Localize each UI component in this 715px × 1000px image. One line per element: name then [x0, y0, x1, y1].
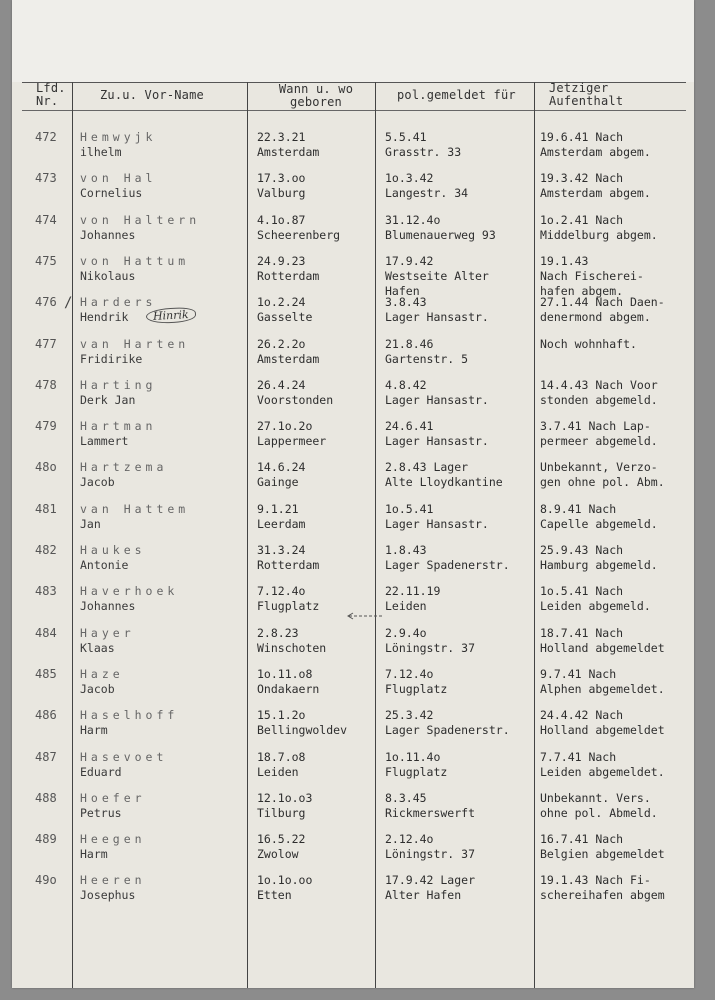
given-name: Lammert	[80, 434, 129, 449]
residence-line2: Amsterdam abgem.	[540, 186, 651, 201]
birth-place: Ondakaern	[257, 681, 320, 696]
residence-line1: 19.1.43 Nach Fi-	[540, 873, 651, 888]
register-page	[12, 0, 694, 988]
birth-place: Amsterdam	[257, 145, 320, 159]
surname: von Haltern	[80, 212, 201, 227]
entry-number: 481	[35, 501, 57, 516]
residence-line2: stonden abgemeld.	[540, 392, 658, 407]
entry-number: 488	[35, 790, 57, 805]
residence-line2: Middelburg abgem.	[540, 227, 658, 242]
residence-line1: 16.7.41 Nach	[540, 832, 624, 847]
birth-date: 15.1.2o	[257, 708, 306, 723]
entry-number: 487	[35, 749, 57, 764]
registered-line2: Lager Hansastr.	[385, 392, 489, 407]
table-row	[12, 750, 694, 791]
surname: Haukes	[80, 543, 146, 557]
registered-line2: Leiden	[385, 599, 427, 614]
surname: Heeren	[80, 873, 146, 888]
registered-line2: Lager Spadenerstr.	[385, 723, 510, 738]
entry-number: 485	[35, 666, 57, 681]
registered-line1: 1.8.43	[385, 543, 427, 557]
header-born	[268, 83, 364, 109]
birth-date: 7.12.4o	[257, 584, 306, 599]
header-born-line2: geboren	[290, 95, 342, 109]
registered-line1: 8.3.45	[385, 790, 427, 805]
given-name: Johannes	[80, 227, 136, 242]
birth-date: 24.9.23	[257, 253, 306, 268]
entry-number: 48o	[35, 460, 57, 475]
entry-number: 49o	[35, 873, 57, 888]
birth-place: Rotterdam	[257, 558, 320, 572]
entry-number: 479	[35, 419, 57, 434]
given-name: Klaas	[80, 640, 115, 655]
registered-line1: 7.12.4o	[385, 666, 434, 681]
header-registered: pol.gemeldet für	[397, 88, 516, 102]
residence-line1: Noch wohnhaft.	[540, 336, 637, 351]
birth-date: 14.6.24	[257, 460, 306, 475]
entry-number: 489	[35, 832, 57, 847]
residence-line1: 27.1.44 Nach Daen-	[540, 295, 665, 310]
table-row	[12, 873, 694, 914]
left-arrow-icon	[345, 612, 385, 620]
residence-line1: 24.4.42 Nach	[540, 708, 624, 723]
header-name: Zu.u. Vor-Name	[100, 88, 204, 102]
registered-line2: Löningstr. 37	[385, 847, 476, 862]
residence-line1: 19.1.43	[540, 253, 589, 268]
registered-line2: Grasstr. 33	[385, 145, 462, 159]
birth-date: 17.3.oo	[257, 171, 306, 186]
registered-line1: 25.3.42	[385, 708, 434, 723]
given-name: Hendrik	[80, 310, 129, 325]
registered-line1: 5.5.41	[385, 130, 427, 144]
registered-line2: Langestr. 34	[385, 186, 469, 201]
surname: Haze	[80, 666, 124, 681]
entry-number: 484	[35, 625, 57, 640]
residence-line1: 9.7.41 Nach	[540, 666, 617, 681]
entry-number: 477	[35, 336, 57, 351]
header-residence	[549, 82, 623, 108]
birth-date: 22.3.21	[257, 130, 306, 144]
residence-line2: Alphen abgemeldet.	[540, 681, 665, 696]
registered-line1: 17.9.42 Lager	[385, 873, 476, 888]
registered-line2: Alter Hafen	[385, 888, 462, 903]
registered-line1: 24.6.41	[385, 419, 434, 434]
given-name: Eduard	[80, 764, 122, 779]
registered-line1: 3.8.43	[385, 295, 427, 310]
birth-place: Etten	[257, 888, 292, 903]
birth-date: 16.5.22	[257, 832, 306, 847]
surname: von Hal	[80, 171, 157, 186]
table-row	[12, 253, 694, 298]
residence-line2: Capelle abgemeld.	[540, 516, 658, 531]
given-name: Harm	[80, 723, 108, 738]
residence-line3: hafen abgem.	[540, 283, 624, 298]
surname: Haverhoek	[80, 584, 179, 599]
surname: Haselhoff	[80, 708, 179, 723]
registered-line1: 2.12.4o	[385, 832, 434, 847]
given-name: Nikolaus	[80, 268, 136, 283]
residence-line2: Amsterdam abgem.	[540, 145, 651, 159]
registered-line1: 17.9.42	[385, 253, 434, 268]
residence-line1: 7.7.41 Nach	[540, 749, 617, 764]
surname: Hemwyjk	[80, 130, 157, 144]
residence-line1: Unbekannt. Vers.	[540, 790, 651, 805]
entry-number: 482	[35, 543, 57, 557]
surname: van Hattem	[80, 501, 190, 516]
header-residence-line1: Jetziger	[549, 81, 609, 95]
given-name: Cornelius	[80, 186, 143, 201]
surname: Harders	[80, 295, 157, 310]
surname: von Hattum	[80, 253, 190, 268]
registered-line2: Flugplatz	[385, 681, 448, 696]
birth-date: 1o.2.24	[257, 295, 306, 310]
registered-line2: Alte Lloydkantine	[385, 475, 503, 490]
birth-place: Leiden	[257, 764, 299, 779]
page-top-margin	[12, 0, 694, 82]
registered-line2: Lager Spadenerstr.	[385, 558, 510, 572]
surname: Hayer	[80, 625, 135, 640]
birth-place: Scheerenberg	[257, 227, 341, 242]
residence-line2: gen ohne pol. Abm.	[540, 475, 665, 490]
birth-place: Zwolow	[257, 847, 299, 862]
registered-line3: Hafen	[385, 283, 420, 298]
surname: van Harten	[80, 336, 190, 351]
registered-line2: Lager Hansastr.	[385, 310, 489, 325]
given-name: Jan	[80, 516, 101, 531]
table-row	[12, 667, 694, 708]
given-name: Petrus	[80, 805, 122, 820]
table-row	[12, 791, 694, 832]
entry-number: 472	[35, 130, 57, 144]
check-mark-icon: /	[64, 295, 73, 312]
birth-place: Amsterdam	[257, 351, 320, 366]
table-row	[12, 213, 694, 254]
residence-line1: 14.4.43 Nach Voor	[540, 377, 658, 392]
birth-date: 12.1o.o3	[257, 790, 313, 805]
handwritten-note: Hinrik	[146, 307, 196, 325]
entry-number: 486	[35, 708, 57, 723]
birth-date: 9.1.21	[257, 501, 299, 516]
header-bottom-rule	[22, 110, 686, 111]
birth-place: Winschoten	[257, 640, 327, 655]
given-name: Harm	[80, 847, 108, 862]
birth-place: Bellingwoldev	[257, 723, 348, 738]
birth-date: 31.3.24	[257, 543, 306, 557]
surname: Hartman	[80, 419, 157, 434]
residence-line1: 19.3.42 Nach	[540, 171, 624, 186]
residence-line1: Unbekannt, Verzo-	[540, 460, 658, 475]
registered-line1: 1o.11.4o	[385, 749, 441, 764]
residence-line1: 19.6.41 Nach	[540, 130, 624, 144]
birth-date: 26.2.2o	[257, 336, 306, 351]
table-row	[12, 460, 694, 501]
given-name: Jacob	[80, 475, 115, 490]
given-name: Fridirike	[80, 351, 143, 366]
given-name: Jacob	[80, 681, 115, 696]
given-name: Antonie	[80, 558, 129, 572]
surname: Hasevoet	[80, 749, 168, 764]
table-row	[12, 171, 694, 212]
surname: Harting	[80, 377, 157, 392]
registered-line2: Blumenauerweg 93	[385, 227, 496, 242]
birth-place: Flugplatz	[257, 599, 320, 614]
table-row	[12, 832, 694, 873]
birth-place: Rotterdam	[257, 268, 320, 283]
table-row	[12, 708, 694, 749]
header-nr	[36, 82, 66, 108]
residence-line2: Belgien abgemeldet	[540, 847, 665, 862]
residence-line2: permeer abgemeld.	[540, 434, 658, 449]
birth-place: Valburg	[257, 186, 306, 201]
registered-line2: Westseite Alter	[385, 268, 489, 283]
entry-number: 478	[35, 377, 57, 392]
birth-place: Leerdam	[257, 516, 306, 531]
entry-number: 475	[35, 253, 57, 268]
table-row	[12, 295, 694, 336]
registered-line2: Löningstr. 37	[385, 640, 476, 655]
residence-line2: Hamburg abgemeld.	[540, 558, 658, 572]
registered-line1: 4.8.42	[385, 377, 427, 392]
residence-line1: 25.9.43 Nach	[540, 543, 624, 557]
table-row	[12, 543, 694, 584]
residence-line2: Holland abgemeldet	[540, 723, 665, 738]
table-row	[12, 419, 694, 460]
surname: Hoefer	[80, 790, 146, 805]
table-row	[12, 130, 694, 171]
birth-place: Gasselte	[257, 310, 313, 325]
birth-place: Gainge	[257, 475, 299, 490]
registered-line2: Flugplatz	[385, 764, 448, 779]
given-name: Derk Jan	[80, 392, 136, 407]
residence-line1: 1o.2.41 Nach	[540, 212, 624, 227]
birth-date: 26.4.24	[257, 377, 306, 392]
header-nr-line1: Lfd.	[36, 81, 66, 95]
table-row	[12, 337, 694, 378]
entry-number: 476	[35, 295, 57, 310]
entry-number: 473	[35, 171, 57, 186]
registered-line2: Rickmerswerft	[385, 805, 476, 820]
residence-line1: 1o.5.41 Nach	[540, 584, 624, 599]
registered-line2: Lager Hansastr.	[385, 434, 489, 449]
surname: Hartzema	[80, 460, 168, 475]
given-name: Johannes	[80, 599, 136, 614]
registered-line1: 22.11.19	[385, 584, 441, 599]
birth-date: 1o.11.o8	[257, 666, 313, 681]
residence-line2: denermond abgem.	[540, 310, 651, 325]
surname: Heegen	[80, 832, 146, 847]
registered-line2: Lager Hansastr.	[385, 516, 489, 531]
registered-line1: 31.12.4o	[385, 212, 441, 227]
header-residence-line2: Aufenthalt	[549, 94, 624, 108]
residence-line2: Leiden abgemeldet.	[540, 764, 665, 779]
birth-place: Voorstonden	[257, 392, 334, 407]
birth-date: 1o.1o.oo	[257, 873, 313, 888]
birth-date: 27.1o.2o	[257, 419, 313, 434]
birth-place: Tilburg	[257, 805, 306, 820]
residence-line2: schereihafen abgem	[540, 888, 665, 903]
birth-date: 18.7.o8	[257, 749, 306, 764]
table-row	[12, 626, 694, 667]
residence-line2: Leiden abgemeld.	[540, 599, 651, 614]
registered-line1: 1o.5.41	[385, 501, 434, 516]
birth-place: Lappermeer	[257, 434, 327, 449]
residence-line2: ohne pol. Abmeld.	[540, 805, 658, 820]
table-row	[12, 502, 694, 543]
birth-date: 2.8.23	[257, 625, 299, 640]
registered-line1: 1o.3.42	[385, 171, 434, 186]
residence-line2: Nach Fischerei-	[540, 268, 644, 283]
birth-date: 4.1o.87	[257, 212, 306, 227]
registered-line1: 2.8.43 Lager	[385, 460, 469, 475]
residence-line2: Holland abgemeldet	[540, 640, 665, 655]
residence-line1: 3.7.41 Nach Lap-	[540, 419, 651, 434]
entry-number: 474	[35, 212, 57, 227]
given-name: ilhelm	[80, 145, 122, 159]
residence-line1: 8.9.41 Nach	[540, 501, 617, 516]
given-name: Josephus	[80, 888, 136, 903]
residence-line1: 18.7.41 Nach	[540, 625, 624, 640]
header-nr-line2: Nr.	[36, 94, 59, 108]
registered-line2: Gartenstr. 5	[385, 351, 469, 366]
registered-line1: 2.9.4o	[385, 625, 427, 640]
entry-number: 483	[35, 584, 57, 599]
table-row	[12, 378, 694, 419]
registered-line1: 21.8.46	[385, 336, 434, 351]
header-born-line1: Wann u. wo	[278, 82, 354, 96]
